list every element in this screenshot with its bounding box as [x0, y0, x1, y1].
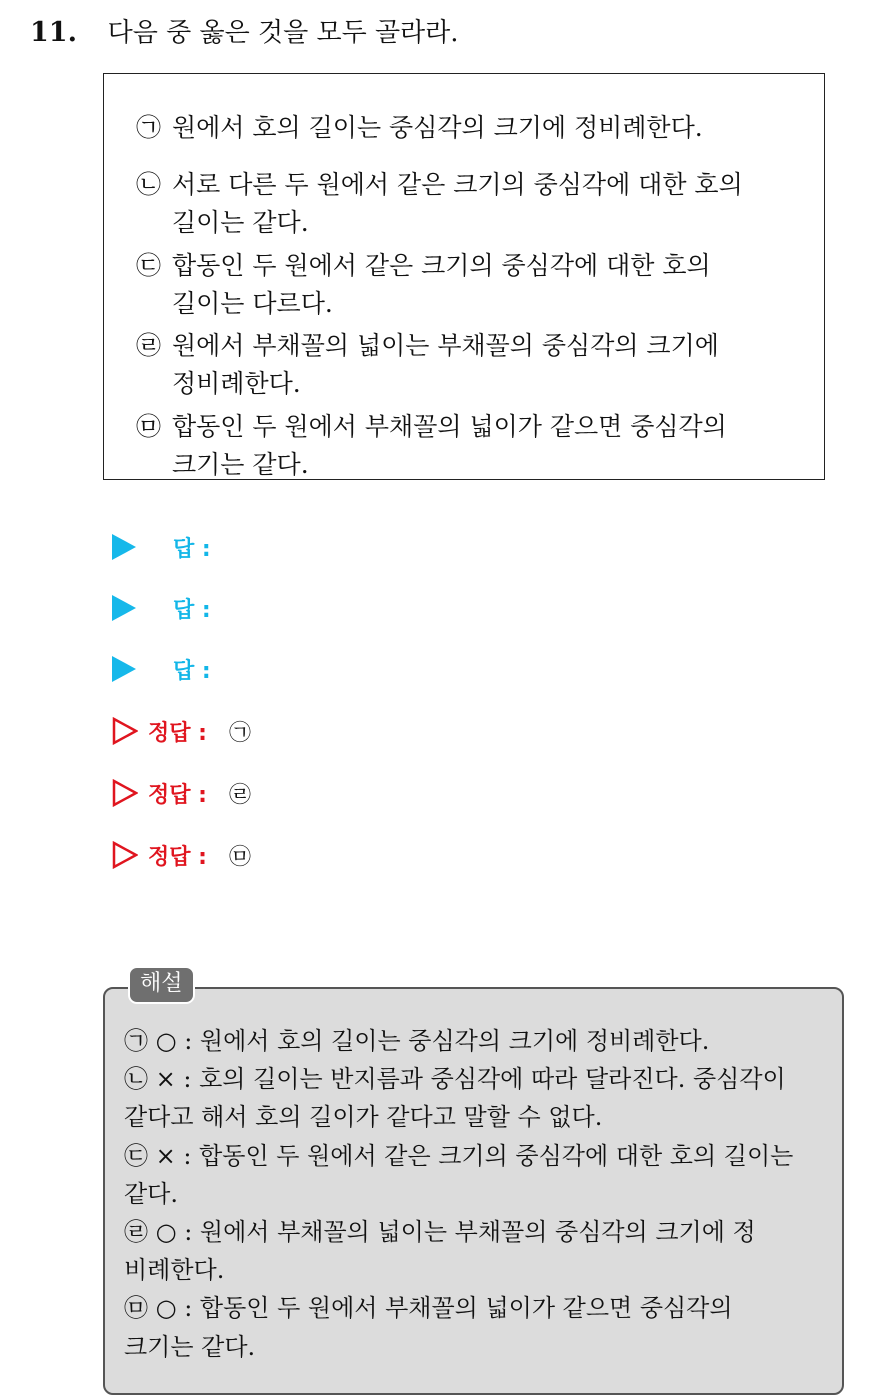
correct-label: 정답 : [148, 782, 207, 808]
choice-mark: ㉡ [136, 170, 162, 199]
answer-row [112, 527, 211, 567]
choice-line: 원에서 부채꼴의 넓이는 부채꼴의 중심각의 크기에 [172, 331, 719, 360]
answer-label: 답 : [173, 597, 211, 623]
explanation-line: ㉢ × : 합동인 두 원에서 같은 크기의 중심각에 대한 호의 길이는 [124, 1141, 794, 1170]
answer-triangle-icon [112, 656, 136, 682]
choice-mark: ㉢ [136, 251, 162, 280]
choice-line: 길이는 다르다. [172, 289, 333, 318]
choice-item [136, 408, 776, 484]
correct-triangle-icon [112, 717, 138, 745]
choice-line: 합동인 두 원에서 부채꼴의 넓이가 같으면 중심각의 [172, 412, 727, 441]
choice-line: 서로 다른 두 원에서 같은 크기의 중심각에 대한 호의 [172, 170, 743, 199]
choice-item [136, 166, 776, 242]
correct-value: ㉤ [228, 844, 251, 870]
choice-line: 길이는 같다. [172, 208, 309, 237]
correct-row [112, 835, 251, 875]
explanation-line: 같다. [124, 1179, 178, 1208]
choice-mark: ㉣ [136, 331, 162, 360]
correct-label: 정답 : [148, 844, 207, 870]
answer-row [112, 588, 211, 628]
choice-mark: ㉠ [136, 113, 162, 142]
correct-value: ㉠ [228, 720, 251, 746]
choice-item [136, 247, 776, 323]
answer-triangle-icon [112, 534, 136, 560]
choice-mark: ㉤ [136, 412, 162, 441]
correct-label: 정답 : [148, 720, 207, 746]
choice-line: 합동인 두 원에서 같은 크기의 중심각에 대한 호의 [172, 251, 711, 280]
choice-line: 원에서 호의 길이는 중심각의 크기에 정비례한다. [172, 113, 703, 142]
choice-item [136, 109, 776, 147]
explanation-text [124, 1022, 830, 1366]
explanation-line: ㉤ ○ : 합동인 두 원에서 부채꼴의 넓이가 같으면 중심각의 [124, 1294, 733, 1323]
answer-label: 답 : [173, 536, 211, 562]
correct-row [112, 773, 251, 813]
explanation-box [103, 987, 844, 1395]
correct-value: ㉣ [228, 782, 251, 808]
choice-line: 크기는 같다. [172, 450, 309, 479]
answer-label: 답 : [173, 658, 211, 684]
question-header [30, 12, 459, 49]
correct-triangle-icon [112, 779, 138, 807]
explanation-line: 크기는 같다. [124, 1332, 256, 1361]
explanation-line: 비례한다. [124, 1256, 225, 1285]
answer-row [112, 649, 211, 689]
question-number: 11. [30, 17, 77, 48]
explanation-line: ㉣ ○ : 원에서 부채꼴의 넓이는 부채꼴의 중심각의 크기에 정 [124, 1218, 756, 1247]
explanation-tag: 해설 [128, 966, 195, 1004]
explanation-line: ㉠ ○ : 원에서 호의 길이는 중심각의 크기에 정비례한다. [124, 1027, 710, 1055]
choice-item [136, 327, 776, 403]
correct-row [112, 711, 251, 751]
answer-triangle-icon [112, 595, 136, 621]
choices-box [103, 73, 825, 480]
correct-triangle-icon [112, 841, 138, 869]
choice-line: 정비례한다. [172, 369, 301, 398]
question-text: 다음 중 옳은 것을 모두 골라라. [107, 18, 459, 48]
explanation-line: 같다고 해서 호의 길이가 같다고 말할 수 없다. [124, 1103, 603, 1132]
explanation-line: ㉡ × : 호의 길이는 반지름과 중심각에 따라 달라진다. 중심각이 [124, 1065, 786, 1094]
